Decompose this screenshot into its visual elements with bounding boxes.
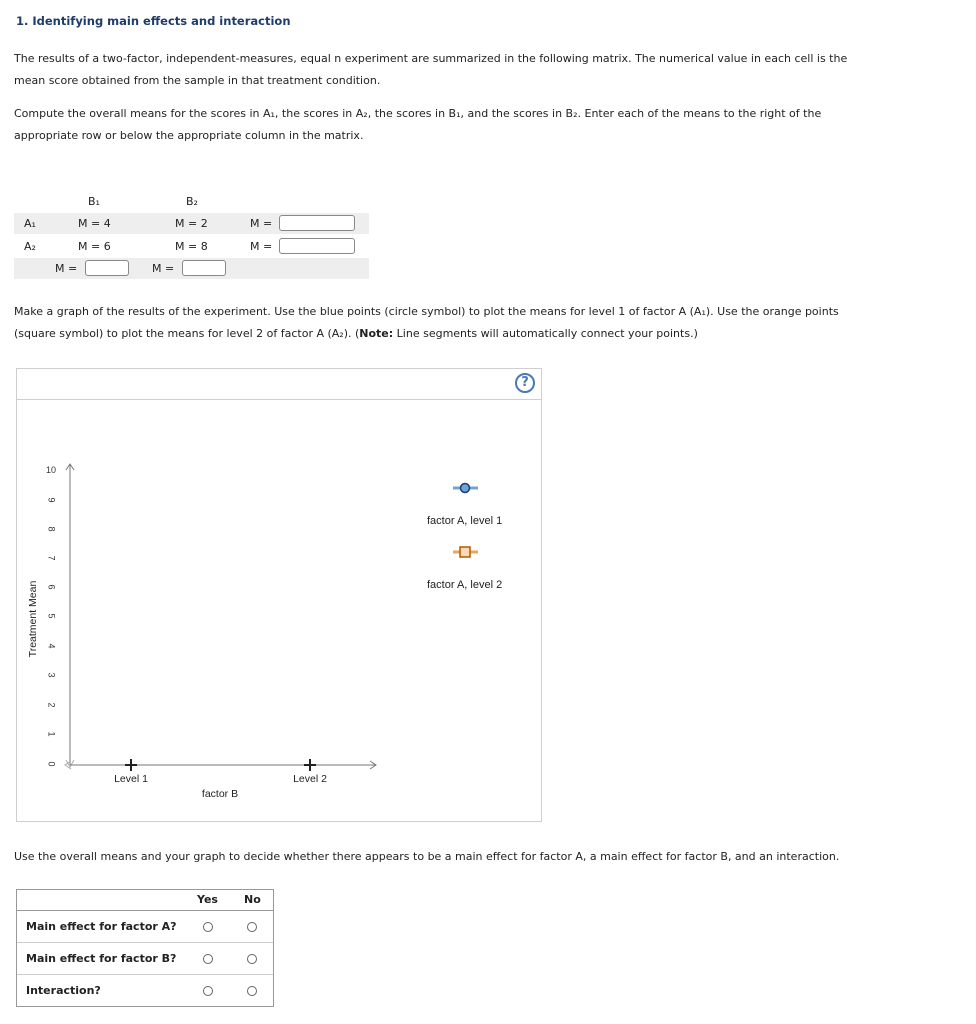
intro-line-2: mean score obtained from the sample in that treatment condition. <box>14 74 381 87</box>
factor-a-no-radio[interactable] <box>247 922 257 932</box>
x-tick-label-level-2: Level 2 <box>293 773 327 785</box>
effects-question-table <box>16 889 274 1007</box>
y-tick-1: 1 <box>46 731 57 737</box>
row-a1-mean-label: M = <box>250 217 273 230</box>
note-label: Note: <box>359 327 394 340</box>
question-row-factor-a <box>17 911 273 943</box>
y-tick-5: 5 <box>46 613 57 619</box>
help-icon[interactable]: ? <box>515 373 535 393</box>
interaction-no-radio[interactable] <box>247 986 257 996</box>
x-axis-label: factor B <box>201 788 239 800</box>
legend-label-level-2: factor A, level 2 <box>427 579 503 591</box>
factor-b-no-radio[interactable] <box>247 954 257 964</box>
matrix-col-header-b2: B₂ <box>186 195 198 208</box>
y-tick-8: 8 <box>46 526 57 532</box>
interaction-yes-radio[interactable] <box>203 986 213 996</box>
factor-b-yes-radio[interactable] <box>203 954 213 964</box>
question-label-interaction: Interaction? <box>26 984 101 997</box>
x-tick-label-level-1: Level 1 <box>114 773 148 785</box>
matrix-row-header-a1: A₁ <box>24 217 36 230</box>
graph-instructions-line-2b: Line segments will automatically connect your points.) <box>393 327 698 340</box>
legend-circle-symbol[interactable] <box>453 484 478 493</box>
legend-label-level-1: factor A, level 1 <box>427 515 503 527</box>
matrix-cell-a1b1: M = 4 <box>78 217 111 230</box>
no-column-header: No <box>244 893 261 906</box>
legend-square-symbol[interactable] <box>453 547 478 557</box>
graph-instructions-line-2a: (square symbol) to plot the means for level 2 of factor A (A₂). ( <box>14 327 360 340</box>
row-a2-mean-label: M = <box>250 240 273 253</box>
question-label-factor-b: Main effect for factor B? <box>26 952 177 965</box>
instructions-line-1: Compute the overall means for the scores in A₁, the scores in A₂, the scores in B₁, and the scores in B₂. Enter each of the means to the right of the <box>14 107 822 120</box>
yes-column-header: Yes <box>197 893 218 906</box>
matrix-row-header-a2: A₂ <box>24 240 36 253</box>
question-table-header <box>17 890 273 911</box>
y-axis-label: Treatment Mean <box>27 580 39 658</box>
y-tick-4: 4 <box>46 643 57 649</box>
y-tick-10: 10 <box>46 465 57 475</box>
y-tick-9: 9 <box>46 497 57 503</box>
decision-text: Use the overall means and your graph to decide whether there appears to be a main effect for factor A, a main effect for factor B, and an interaction. <box>14 850 840 863</box>
matrix-cell-a2b2: M = 8 <box>175 240 208 253</box>
factor-a-yes-radio[interactable] <box>203 922 213 932</box>
col-b2-mean-label: M = <box>152 262 175 275</box>
question-row-factor-b <box>17 943 273 975</box>
y-tick-6: 6 <box>46 584 57 590</box>
question-label-factor-a: Main effect for factor A? <box>26 920 177 933</box>
y-tick-2: 2 <box>46 702 57 708</box>
x-tick-level-1-marker <box>125 759 137 771</box>
x-tick-level-2-marker <box>304 759 316 771</box>
y-tick-0: 0 <box>46 761 57 767</box>
matrix-cell-a1b2: M = 2 <box>175 217 208 230</box>
y-tick-3: 3 <box>46 672 57 678</box>
question-row-interaction <box>17 975 273 1006</box>
matrix-cell-a2b1: M = 6 <box>78 240 111 253</box>
matrix-col-header-b1: B₁ <box>88 195 100 208</box>
instructions-line-2: appropriate row or below the appropriate column in the matrix. <box>14 129 364 142</box>
intro-line-1: The results of a two-factor, independent-measures, equal n experiment are summarized in the following matrix. The numerical value in each cell is the <box>14 52 848 65</box>
col-b1-mean-label: M = <box>55 262 78 275</box>
y-tick-7: 7 <box>46 555 57 561</box>
question-heading: 1. Identifying main effects and interaction <box>16 14 291 28</box>
graph-instructions-line-1: Make a graph of the results of the experiment. Use the blue points (circle symbol) to plot the means for level 1 of factor A (A₁). Use the orange points <box>14 305 839 318</box>
